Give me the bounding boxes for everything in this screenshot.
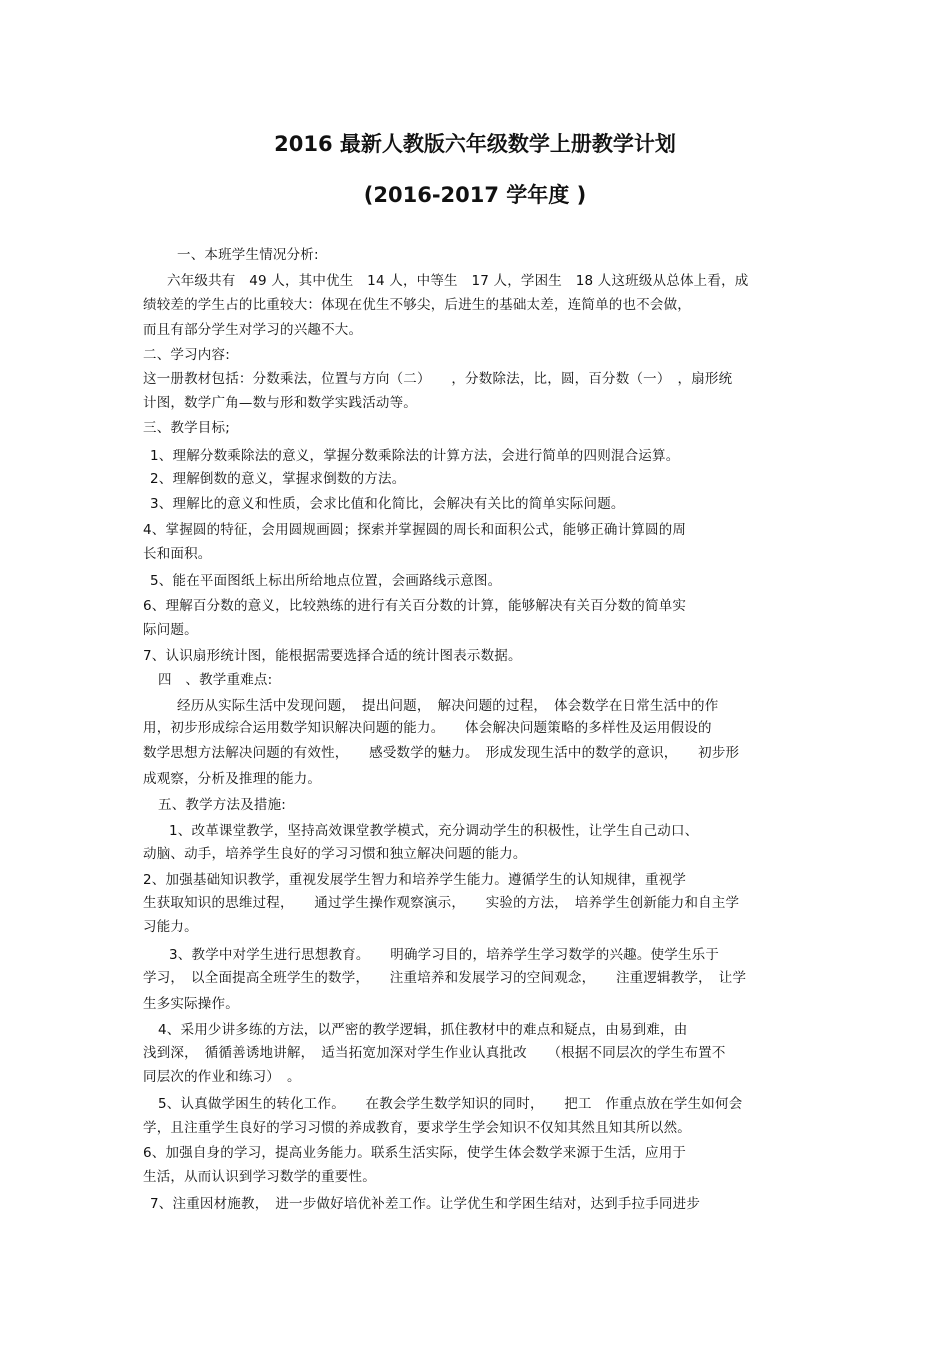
text-line: 际问题。 <box>143 622 198 638</box>
text-line: 六年级共有 49 人，其中优生 14 人，中等生 17 人，学困生 18 人这班级从总体上看，成 <box>167 273 749 289</box>
list-item: 3、教学中对学生进行思想教育。 明确学习目的，培养学生学习数学的兴趣。使学生乐于 <box>169 947 720 963</box>
text-line: 动脑、动手，培养学生良好的学习习惯和独立解决问题的能力。 <box>143 846 527 862</box>
text-line: 用，初步形成综合运用数学知识解决问题的能力。 体会解决问题策略的多样性及运用假设的 <box>143 720 712 736</box>
list-item: 1、理解分数乘除法的意义，掌握分数乘除法的计算方法，会进行简单的四则混合运算。 <box>150 448 680 464</box>
list-item: 6、加强自身的学习，提高业务能力。联系生活实际，使学生体会数学来源于生活，应用于 <box>143 1145 687 1161</box>
list-item: 4、掌握圆的特征，会用圆规画圆；探索并掌握圆的周长和面积公式，能够正确计算圆的周 <box>143 522 687 538</box>
text-line: 这一册教材包括：分数乘法，位置与方向（二） ，分数除法，比，圆，百分数（一） ，扇形统 <box>143 371 733 387</box>
section-heading-methods: 五、教学方法及措施: <box>158 797 287 813</box>
text-line: 绩较差的学生占的比重较大：体现在优生不够尖，后进生的基础太差，连简单的也不会做， <box>143 297 691 313</box>
list-item: 6、理解百分数的意义，比较熟练的进行有关百分数的计算，能够解决有关百分数的简单实 <box>143 598 687 614</box>
text-line: 浅到深， 循循善诱地讲解， 适当拓宽加深对学生作业认真批改 （根据不同层次的学生布置不 <box>143 1045 726 1061</box>
text-line: 成观察，分析及推理的能力。 <box>143 771 322 787</box>
text-line: 生多实际操作。 <box>143 996 239 1012</box>
text-line: 数学思想方法解决问题的有效性， 感受数学的魅力。 形成发现生活中的数学的意识， 初步形 <box>143 745 740 761</box>
section-heading-goals: 三、教学目标; <box>143 420 230 436</box>
text-line: 计图，数学广角—数与形和数学实践活动等。 <box>143 395 417 411</box>
list-item: 2、加强基础知识教学，重视发展学生智力和培养学生能力。遵循学生的认知规律，重视学 <box>143 872 687 888</box>
document-subtitle: (2016-2017 学年度 ) <box>363 183 587 207</box>
list-item: 5、能在平面图纸上标出所给地点位置，会画路线示意图。 <box>150 573 502 589</box>
text-line: 学习， 以全面提高全班学生的数学， 注重培养和发展学习的空间观念， 注重逻辑教学， 让学 <box>143 970 747 986</box>
section-heading-key-points: 四 、教学重难点: <box>158 672 273 688</box>
section-heading-content: 二、学习内容: <box>143 347 230 363</box>
list-item: 3、理解比的意义和性质，会求比值和化简比，会解决有关比的简单实际问题。 <box>150 496 625 512</box>
text-line: 经历从实际生活中发现问题， 提出问题， 解决问题的过程， 体会数学在日常生活中的作 <box>177 698 719 714</box>
list-item: 4、采用少讲多练的方法，以严密的教学逻辑，抓住教材中的难点和疑点，由易到难，由 <box>158 1022 688 1038</box>
text-line: 生活，从而认识到学习数学的重要性。 <box>143 1169 376 1185</box>
list-item: 2、理解倒数的意义，掌握求倒数的方法。 <box>150 471 406 487</box>
text-line: 而且有部分学生对学习的兴趣不大。 <box>143 322 363 338</box>
text-line: 习能力。 <box>143 919 198 935</box>
list-item: 5、认真做学困生的转化工作。 在教会学生数学知识的同时， 把工 作重点放在学生如何会 <box>158 1096 743 1112</box>
list-item: 1、改革课堂教学，坚持高效课堂教学模式，充分调动学生的积极性，让学生自己动口、 <box>169 823 699 839</box>
section-heading-class-analysis: 一、本班学生情况分析: <box>177 247 319 263</box>
text-line: 同层次的作业和练习） 。 <box>143 1069 301 1085</box>
text-line: 长和面积。 <box>143 546 212 562</box>
document-title: 2016 最新人教版六年级数学上册教学计划 <box>274 132 676 156</box>
text-line: 学，且注重学生良好的学习习惯的养成教育，要求学生学会知识不仅知其然且知其所以然。 <box>143 1120 691 1136</box>
list-item: 7、注重因材施教， 进一步做好培优补差工作。让学优生和学困生结对，达到手拉手同进步 <box>150 1196 701 1212</box>
list-item: 7、认识扇形统计图，能根据需要选择合适的统计图表示数据。 <box>143 648 522 664</box>
text-line: 生获取知识的思维过程， 通过学生操作观察演示， 实验的方法， 培养学生创新能力和自主学 <box>143 895 740 911</box>
